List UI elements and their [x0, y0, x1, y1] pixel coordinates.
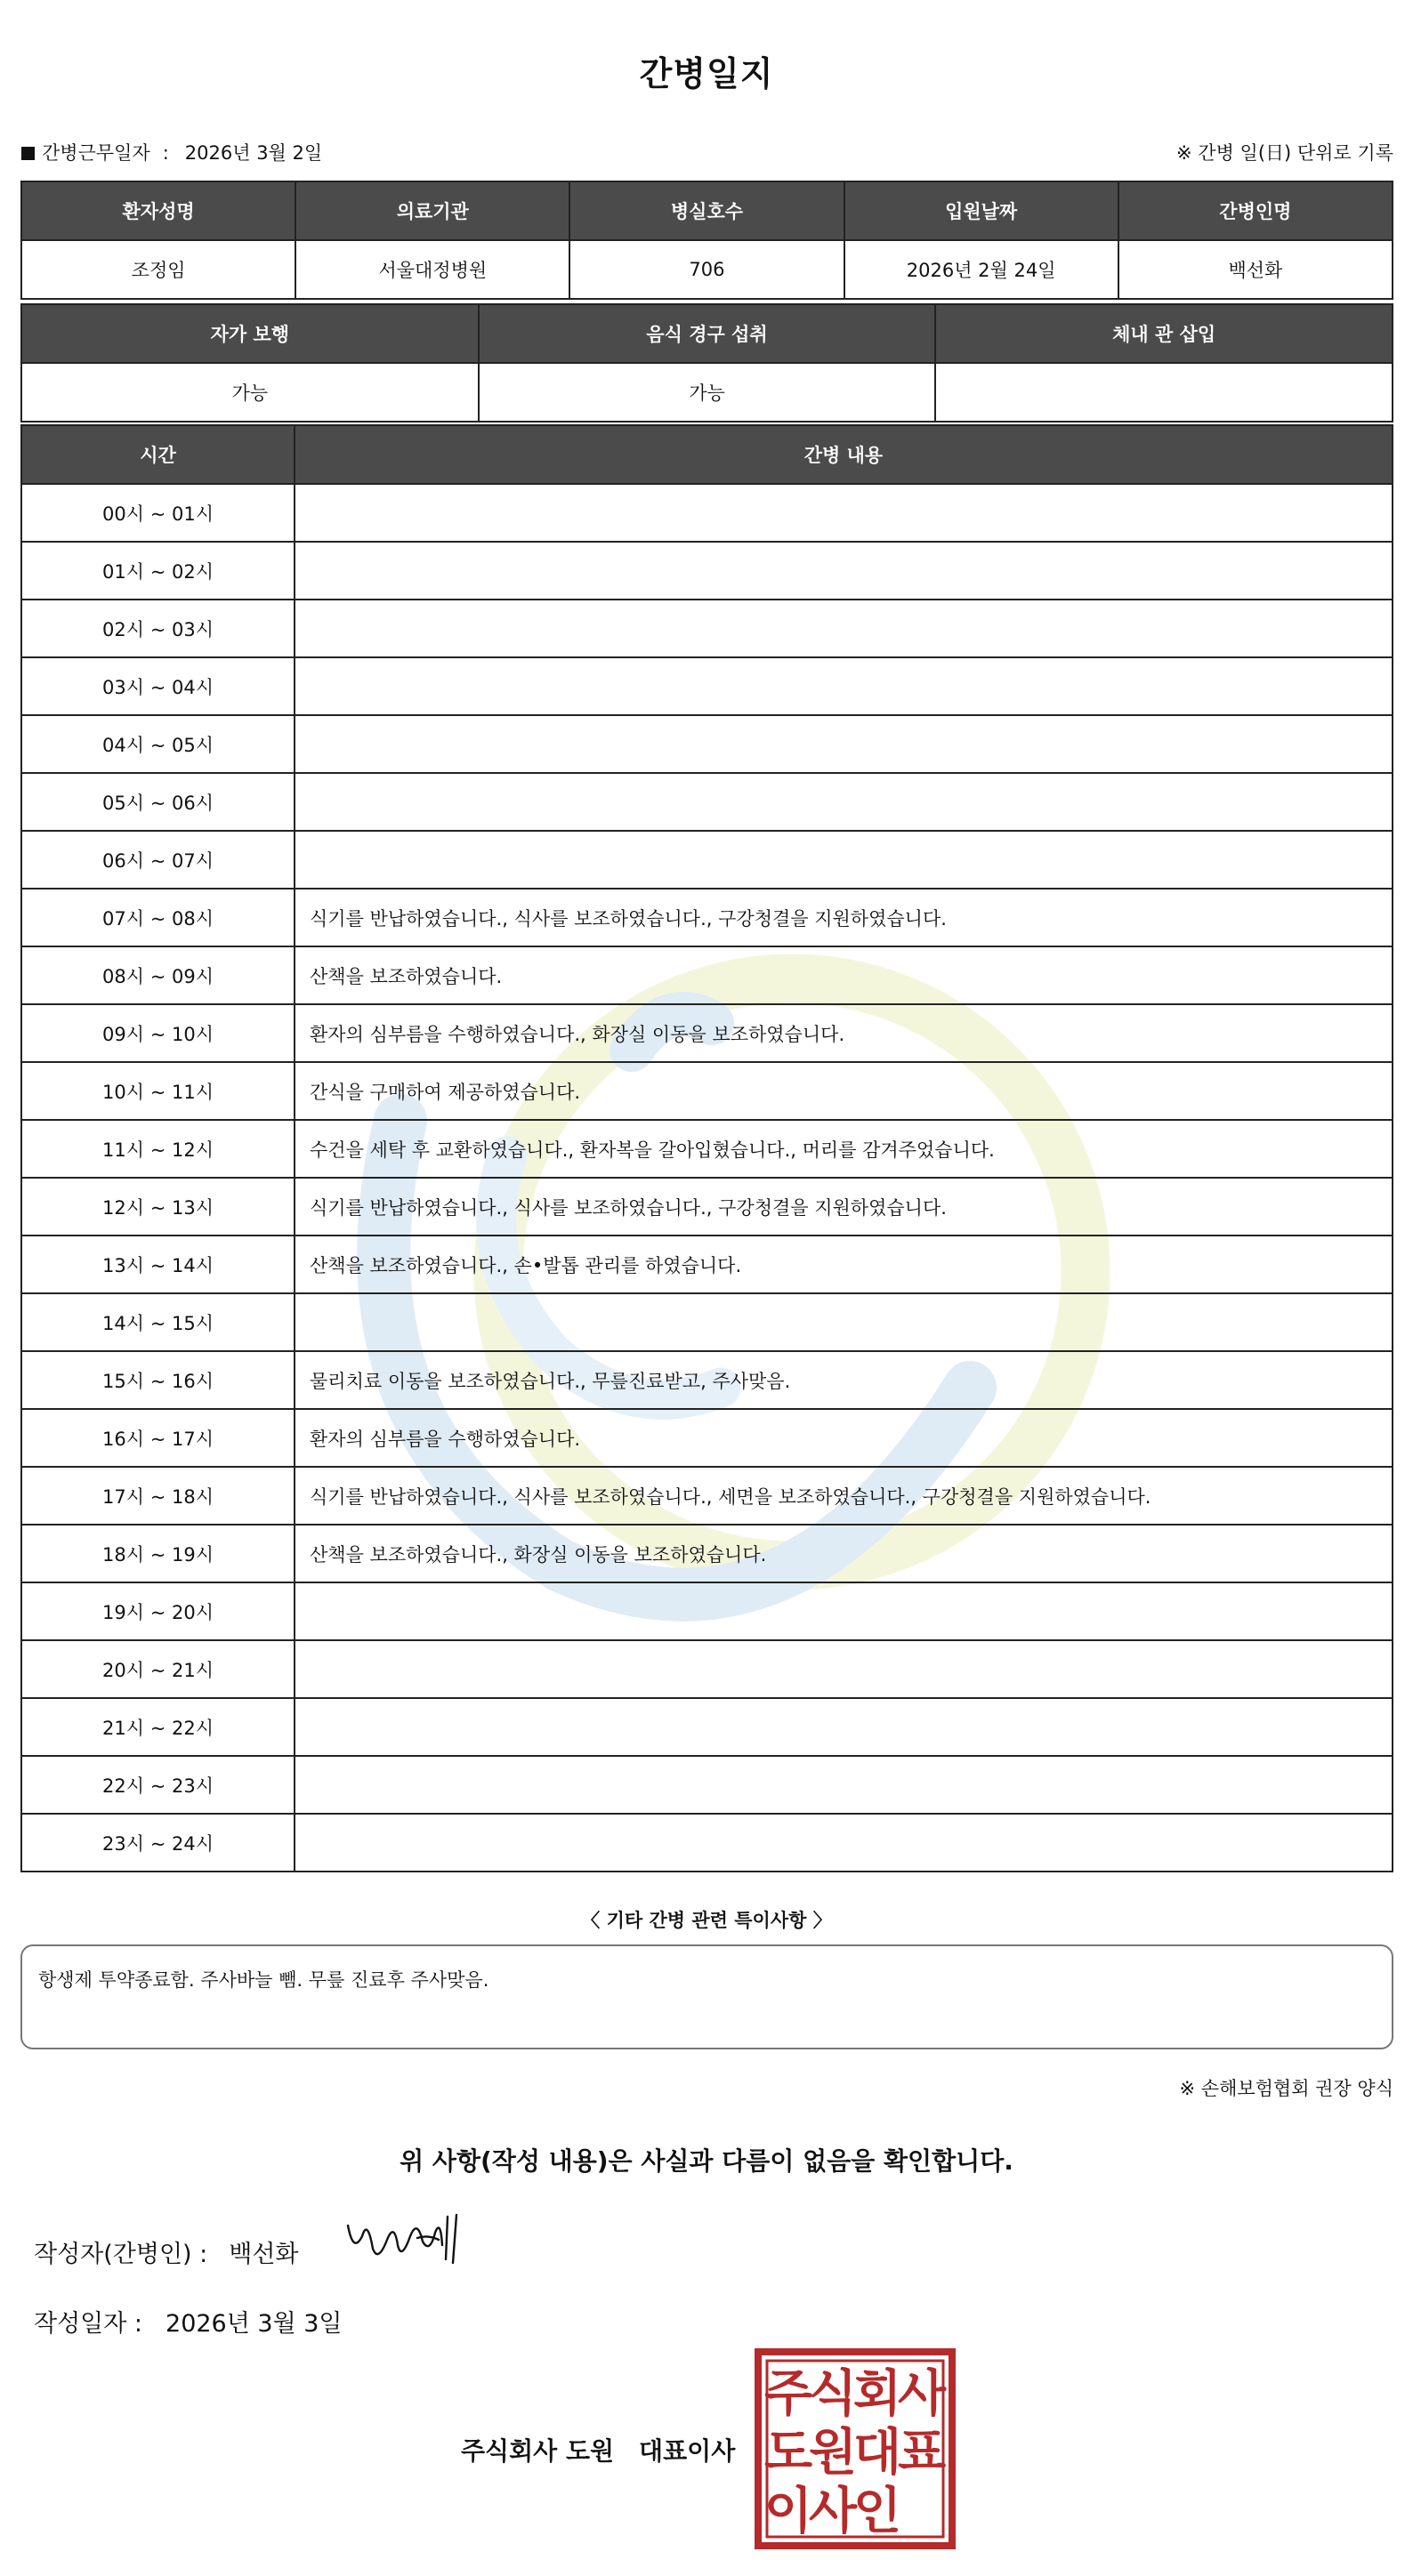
table-row: [21, 1236, 1393, 1293]
recommendation-note: ※ 손해보험협회 권장 양식: [1179, 2078, 1393, 2099]
header-room: 병실호수: [569, 181, 844, 240]
table-row: [21, 889, 1393, 946]
seal-glyph: 사: [808, 2483, 858, 2540]
care-content: 환자의 심부름을 수행하였습니다., 화장실 이동을 보조하였습니다.: [295, 1004, 1393, 1062]
care-content: 식기를 반납하였습니다., 식사를 보조하였습니다., 구강청결을 지원하였습니다.: [295, 1178, 1393, 1236]
seal-glyph: 회: [852, 2365, 902, 2423]
seal-glyph: 도: [763, 2424, 813, 2482]
notes-title: 〈 기타 간병 관련 특이사항 〉: [581, 1910, 832, 1931]
time-slot: 20시 ~ 21시: [21, 1640, 295, 1698]
hospital: 서울대정병원: [295, 240, 569, 299]
care-content: 환자의 심부름을 수행하였습니다.: [295, 1409, 1393, 1467]
document-title: 간병일지: [639, 54, 774, 93]
table-row: [21, 1409, 1393, 1467]
care-content: [295, 600, 1393, 657]
square-bullet-icon: [21, 147, 35, 160]
care-content: [295, 657, 1393, 715]
time-slot: 23시 ~ 24시: [21, 1814, 295, 1872]
seal-glyph: 식: [808, 2365, 858, 2423]
header-caregiver-name: 간병인명: [1118, 181, 1393, 240]
company-name: 주식회사 도원: [461, 2436, 615, 2466]
table-row: [21, 831, 1393, 889]
time-slot: 15시 ~ 16시: [21, 1351, 295, 1409]
table-row: [21, 1582, 1393, 1640]
care-content: [295, 1640, 1393, 1698]
care-content: 산책을 보조하였습니다., 손•발톱 관리를 하였습니다.: [295, 1236, 1393, 1293]
time-slot: 18시 ~ 19시: [21, 1525, 295, 1582]
notes-box: [20, 1944, 1393, 2049]
work-date-value: 2026년 3월 2일: [184, 142, 323, 164]
table-row: [21, 1814, 1393, 1872]
writer-line: [34, 2234, 299, 2269]
time-slot: 14시 ~ 15시: [21, 1293, 295, 1351]
time-slot: 19시 ~ 20시: [21, 1582, 295, 1640]
table-row: [21, 542, 1393, 600]
time-slot: 17시 ~ 18시: [21, 1467, 295, 1525]
seal-glyph: 주: [763, 2365, 813, 2423]
care-content: [295, 1756, 1393, 1814]
company-seal-stamp: [755, 2348, 956, 2549]
seal-glyph: 대: [852, 2424, 902, 2482]
care-content: 수건을 세탁 후 교환하였습니다., 환자복을 갈아입혔습니다., 머리를 감겨주었습니다.: [295, 1120, 1393, 1178]
time-slot: 08시 ~ 09시: [21, 946, 295, 1004]
seal-glyph: 이: [763, 2483, 813, 2540]
table-row: [21, 1467, 1393, 1525]
patient-name: 조정임: [21, 240, 295, 299]
time-slot: 01시 ~ 02시: [21, 542, 295, 600]
time-slot: 03시 ~ 04시: [21, 657, 295, 715]
care-content: 간식을 구매하여 제공하였습니다.: [295, 1062, 1393, 1120]
writer-name: 백선화: [229, 2241, 299, 2268]
table-row: [21, 600, 1393, 657]
time-slot: 13시 ~ 14시: [21, 1236, 295, 1293]
work-date-label: 간병근무일자: [42, 142, 150, 164]
header-patient-name: 환자성명: [21, 181, 295, 240]
table-row: [21, 1351, 1393, 1409]
written-date-line: [34, 2304, 343, 2339]
time-slot: 12시 ~ 13시: [21, 1178, 295, 1236]
care-content: [295, 831, 1393, 889]
table-row: [21, 1004, 1393, 1062]
header-hospital: 의료기관: [295, 181, 569, 240]
table-row: [21, 946, 1393, 1004]
time-slot: 04시 ~ 05시: [21, 715, 295, 773]
table-row: [21, 1293, 1393, 1351]
care-status-table: [20, 303, 1393, 423]
time-slot: 05시 ~ 06시: [21, 773, 295, 831]
self-walking: 가능: [21, 363, 479, 422]
confirmation-statement: 위 사항(작성 내용)은 사실과 다름이 없음을 확인합니다.: [400, 2146, 1013, 2176]
header-oral-intake: 음식 경구 섭취: [479, 304, 936, 363]
table-row: [21, 1062, 1393, 1120]
written-date-value: 2026년 3월 3일: [166, 2310, 343, 2338]
handwritten-signature: [343, 2210, 467, 2272]
care-log-table: [20, 424, 1393, 1872]
time-slot: 11시 ~ 12시: [21, 1120, 295, 1178]
time-slot: 16시 ~ 17시: [21, 1409, 295, 1467]
table-row: [21, 1698, 1393, 1756]
seal-glyph: 인: [852, 2483, 902, 2540]
table-row: [21, 1640, 1393, 1698]
time-slot: 07시 ~ 08시: [21, 889, 295, 946]
table-row: [21, 715, 1393, 773]
care-content: 산책을 보조하였습니다., 화장실 이동을 보조하였습니다.: [295, 1525, 1393, 1582]
care-content: [295, 1814, 1393, 1872]
table-row: [21, 484, 1393, 542]
header-care-content: 간병 내용: [295, 425, 1393, 484]
care-log-body: [21, 484, 1393, 1872]
care-content: 산책을 보조하였습니다.: [295, 946, 1393, 1004]
written-date-label: 작성일자 :: [34, 2310, 143, 2338]
care-content: [295, 542, 1393, 600]
ceo-label: 대표이사: [639, 2436, 736, 2466]
table-row: [21, 1525, 1393, 1582]
header-admission-date: 입원날짜: [844, 181, 1118, 240]
time-slot: 21시 ~ 22시: [21, 1698, 295, 1756]
table-row: [21, 1178, 1393, 1236]
writer-label: 작성자(간병인) :: [34, 2241, 208, 2268]
header-tube-insertion: 체내 관 삽입: [935, 304, 1393, 363]
work-date: 간병근무일자 : 2026년 3월 2일: [21, 139, 322, 165]
time-slot: 10시 ~ 11시: [21, 1062, 295, 1120]
time-slot: 22시 ~ 23시: [21, 1756, 295, 1814]
care-content: [295, 1293, 1393, 1351]
care-content: [295, 484, 1393, 542]
table-row: [21, 1756, 1393, 1814]
time-slot: 00시 ~ 01시: [21, 484, 295, 542]
care-content: 식기를 반납하였습니다., 식사를 보조하였습니다., 구강청결을 지원하였습니다.: [295, 889, 1393, 946]
header-self-walking: 자가 보행: [21, 304, 479, 363]
care-content: 식기를 반납하였습니다., 식사를 보조하였습니다., 세면을 보조하였습니다., 구강청결을 지원하였습니다.: [295, 1467, 1393, 1525]
time-slot: 06시 ~ 07시: [21, 831, 295, 889]
care-content: 물리치료 이동을 보조하였습니다., 무릎진료받고, 주사맞음.: [295, 1351, 1393, 1409]
tube-insertion: [935, 363, 1393, 422]
unit-note: ※ 간병 일(日) 단위로 기록: [1176, 142, 1393, 164]
caregiver-name: 백선화: [1118, 240, 1393, 299]
room-number: 706: [569, 240, 844, 299]
table-row: [21, 773, 1393, 831]
patient-info-table: [20, 181, 1393, 300]
header-time: 시간: [21, 425, 295, 484]
oral-intake: 가능: [479, 363, 936, 422]
table-row: [21, 1120, 1393, 1178]
admission-date: 2026년 2월 24일: [844, 240, 1118, 299]
time-slot: 02시 ~ 03시: [21, 600, 295, 657]
seal-glyph: 원: [808, 2424, 858, 2482]
seal-glyph: 사: [897, 2365, 947, 2423]
care-content: [295, 1698, 1393, 1756]
care-content: [295, 1582, 1393, 1640]
company-line: [461, 2432, 735, 2467]
seal-glyph: 표: [897, 2424, 947, 2482]
care-content: [295, 715, 1393, 773]
table-row: [21, 657, 1393, 715]
time-slot: 09시 ~ 10시: [21, 1004, 295, 1062]
notes-text: 항생제 투약종료함. 주사바늘 뺌. 무릎 진료후 주사맞음.: [38, 1969, 489, 1991]
care-content: [295, 773, 1393, 831]
